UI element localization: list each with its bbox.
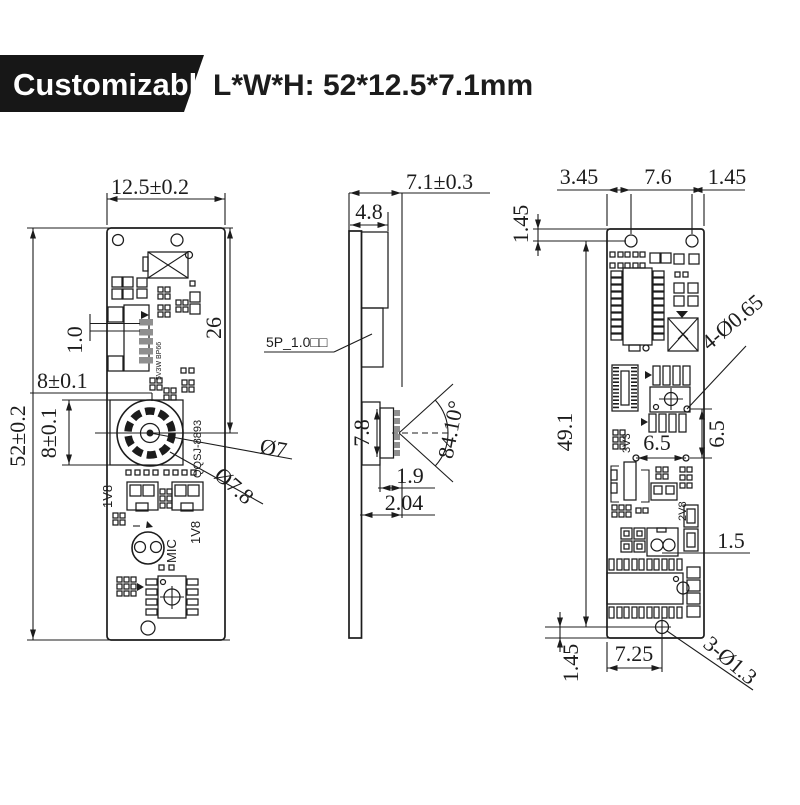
side-dimensions <box>264 169 490 518</box>
dim-hole-edge-left: 3.45 <box>559 164 599 189</box>
dim-thickness: 7.1±0.3 <box>406 169 474 194</box>
silk-mic: MIC <box>164 539 179 563</box>
led-connector-left <box>127 482 158 511</box>
mount-hole <box>625 235 637 247</box>
banner <box>0 55 533 112</box>
dim-lens-tip: 1.9 <box>396 463 424 488</box>
mount-hole <box>686 235 698 247</box>
callout-mount-holes: 3-Ø1.3 <box>698 630 763 690</box>
dim-length: 52±0.2 <box>5 405 30 467</box>
led-connector-right <box>172 482 203 511</box>
microphone <box>132 521 164 564</box>
bottom-module-ic <box>607 559 700 618</box>
dim-lens-dia: 7.8 <box>349 419 374 447</box>
dim-hole-edge-right: 1.45 <box>707 164 747 189</box>
silk-2v8: 2V8 <box>677 501 689 521</box>
back-view <box>508 164 768 690</box>
silk-3v3: 3V3 <box>621 433 633 453</box>
dim-pin-pitch: 1.0 <box>62 326 87 354</box>
side-view <box>264 169 490 638</box>
dim-hole-from-edge: 7.25 <box>614 641 654 666</box>
mount-hole <box>171 234 183 246</box>
connector-callout: 5P_1.0□□ <box>266 334 328 350</box>
dim-hole-span-vertical: 49.1 <box>552 412 577 452</box>
dim-lens-from-top: 26 <box>201 317 226 339</box>
silk-1v8-left: 1V8 <box>100 484 115 508</box>
dim-lens-protrusion: 2.04 <box>384 490 424 515</box>
crossed-component <box>668 311 698 351</box>
banner-size-text: L*W*H: 52*12.5*7.1mm <box>213 69 534 102</box>
dim-fov-angle: 84.10° <box>432 398 469 461</box>
dim-width: 12.5±0.2 <box>110 174 190 199</box>
dim-mic-holes: 1.5 <box>717 528 745 553</box>
bottom-hole <box>141 621 155 635</box>
dim-hole-spacing: 7.6 <box>644 164 672 189</box>
shield-component <box>611 462 649 502</box>
dim-lens-barrel: Ø7.8 <box>209 461 259 510</box>
callout-small-holes: 4-Ø0.65 <box>696 288 768 355</box>
dim-lens-hole: Ø7 <box>258 433 289 463</box>
back-dimensions <box>508 164 768 690</box>
dim-lens-mount: 8±0.1 <box>36 407 61 459</box>
mount-hole <box>113 235 124 246</box>
dim-via-span-v: 6.5 <box>704 420 729 448</box>
mic-holes-component <box>647 528 678 556</box>
banner-label: Customizable <box>13 67 215 102</box>
bottom-ic <box>117 576 198 618</box>
dim-hole-edge-bottom: 1.45 <box>558 643 583 683</box>
dim-lens-offset-h: 8±0.1 <box>37 368 88 393</box>
front-view <box>5 174 292 640</box>
fpc-connector <box>108 305 153 371</box>
silk-1v8-right: 1V8 <box>188 520 203 544</box>
crystal <box>612 365 638 411</box>
dim-via-span-h: 6.5 <box>643 430 671 455</box>
dim-connector-height: 4.8 <box>355 199 383 224</box>
silk-model: QQSJ-8893 <box>192 419 204 478</box>
side-shield <box>362 232 389 308</box>
front-components <box>100 252 204 636</box>
front-dimensions <box>5 174 292 640</box>
front-pcb-outline <box>107 228 225 640</box>
silk-connector-code: 5V3W BP66 <box>156 341 163 380</box>
main-ic <box>611 268 664 351</box>
dim-hole-edge-top: 1.45 <box>508 204 533 244</box>
